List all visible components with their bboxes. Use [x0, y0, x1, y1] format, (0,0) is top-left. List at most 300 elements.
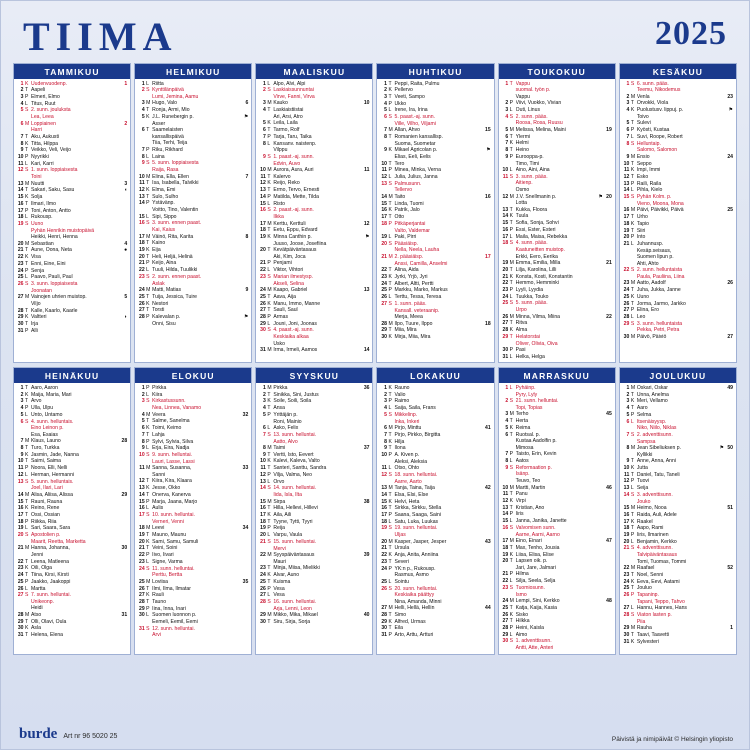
day-row[interactable] [16, 134, 128, 141]
day-row[interactable] [501, 385, 613, 392]
day-row[interactable] [622, 432, 734, 439]
day-row[interactable] [258, 539, 370, 546]
day-row[interactable] [379, 425, 491, 432]
day-row[interactable] [622, 187, 734, 194]
day-row[interactable] [622, 100, 734, 107]
day-row[interactable] [137, 579, 249, 586]
day-row[interactable] [258, 599, 370, 606]
day-row[interactable] [622, 81, 734, 88]
day-row[interactable] [258, 260, 370, 267]
day-row[interactable] [622, 307, 734, 314]
day-row[interactable] [16, 208, 128, 215]
day-row[interactable] [137, 599, 249, 606]
day-row[interactable] [258, 458, 370, 465]
day-row[interactable] [258, 221, 370, 228]
day-row[interactable] [258, 314, 370, 321]
day-row[interactable] [16, 632, 128, 639]
day-row[interactable] [501, 114, 613, 121]
day-row[interactable] [622, 639, 734, 646]
day-row[interactable] [501, 154, 613, 161]
day-row[interactable] [16, 101, 128, 108]
day-row[interactable] [16, 147, 128, 154]
day-row[interactable] [137, 445, 249, 452]
day-row[interactable] [379, 201, 491, 208]
day-row[interactable] [622, 141, 734, 148]
day-row[interactable] [16, 141, 128, 148]
day-row[interactable] [16, 281, 128, 288]
day-row[interactable] [258, 154, 370, 161]
day-row[interactable] [501, 491, 613, 498]
day-row[interactable] [622, 592, 734, 599]
day-row[interactable] [622, 512, 734, 519]
day-row[interactable] [258, 267, 370, 274]
day-row[interactable] [379, 499, 491, 506]
day-row[interactable] [258, 519, 370, 526]
day-row[interactable] [379, 505, 491, 512]
day-row[interactable] [258, 412, 370, 419]
day-row[interactable] [16, 247, 128, 254]
day-row[interactable] [379, 465, 491, 472]
day-row[interactable] [501, 213, 613, 220]
day-row[interactable] [16, 445, 128, 452]
day-row[interactable] [16, 274, 128, 281]
day-row[interactable] [137, 287, 249, 294]
day-row[interactable] [258, 445, 370, 452]
day-row[interactable] [379, 579, 491, 586]
day-row[interactable] [137, 398, 249, 405]
day-row[interactable] [16, 392, 128, 399]
day-row[interactable] [137, 505, 249, 512]
day-row[interactable] [379, 485, 491, 492]
day-row[interactable] [258, 385, 370, 392]
day-row[interactable] [379, 254, 491, 261]
day-row[interactable] [379, 221, 491, 228]
day-row[interactable] [16, 121, 128, 128]
day-row[interactable] [501, 605, 613, 612]
day-row[interactable] [16, 532, 128, 539]
day-row[interactable] [501, 625, 613, 632]
day-row[interactable] [622, 154, 734, 161]
day-row[interactable] [258, 307, 370, 314]
day-row[interactable] [501, 545, 613, 552]
day-row[interactable] [379, 625, 491, 632]
day-row[interactable] [258, 586, 370, 593]
day-row[interactable] [137, 586, 249, 593]
day-row[interactable] [16, 492, 128, 499]
day-row[interactable] [16, 505, 128, 512]
day-row[interactable] [622, 314, 734, 321]
day-row[interactable] [501, 240, 613, 247]
day-row[interactable] [16, 458, 128, 465]
day-row[interactable] [622, 412, 734, 419]
day-row[interactable] [379, 612, 491, 619]
day-row[interactable] [622, 585, 734, 592]
day-row[interactable] [379, 241, 491, 248]
day-row[interactable] [379, 267, 491, 274]
day-row[interactable] [137, 532, 249, 539]
day-row[interactable] [379, 445, 491, 452]
day-row[interactable] [258, 201, 370, 208]
day-row[interactable] [379, 632, 491, 639]
day-row[interactable] [258, 525, 370, 532]
day-row[interactable] [137, 606, 249, 613]
day-row[interactable] [258, 512, 370, 519]
day-row[interactable] [501, 140, 613, 147]
day-row[interactable] [622, 120, 734, 127]
day-row[interactable] [379, 194, 491, 201]
day-row[interactable] [379, 392, 491, 399]
day-row[interactable] [258, 234, 370, 241]
day-row[interactable] [501, 451, 613, 458]
day-row[interactable] [258, 120, 370, 127]
day-row[interactable] [622, 539, 734, 546]
day-row[interactable] [258, 81, 370, 88]
day-row[interactable] [622, 612, 734, 619]
day-row[interactable] [258, 274, 370, 281]
day-row[interactable] [501, 598, 613, 605]
day-row[interactable] [16, 625, 128, 632]
day-row[interactable] [258, 294, 370, 301]
day-row[interactable] [137, 160, 249, 167]
day-row[interactable] [622, 181, 734, 188]
day-row[interactable] [16, 254, 128, 261]
day-row[interactable] [16, 499, 128, 506]
day-row[interactable] [16, 438, 128, 445]
day-row[interactable] [501, 287, 613, 294]
day-row[interactable] [137, 154, 249, 161]
day-row[interactable] [622, 419, 734, 426]
day-row[interactable] [501, 525, 613, 532]
day-row[interactable] [501, 234, 613, 241]
day-row[interactable] [258, 392, 370, 399]
day-row[interactable] [16, 465, 128, 472]
day-row[interactable] [622, 485, 734, 492]
day-row[interactable] [379, 559, 491, 566]
day-row[interactable] [16, 452, 128, 459]
day-row[interactable] [137, 127, 249, 134]
day-row[interactable] [501, 347, 613, 354]
day-row[interactable] [379, 274, 491, 281]
day-row[interactable] [137, 100, 249, 107]
day-row[interactable] [137, 114, 249, 121]
day-row[interactable] [622, 525, 734, 532]
day-row[interactable] [16, 385, 128, 392]
day-row[interactable] [501, 411, 613, 418]
day-row[interactable] [501, 632, 613, 639]
day-row[interactable] [258, 321, 370, 328]
day-row[interactable] [622, 94, 734, 101]
day-row[interactable] [622, 478, 734, 485]
day-row[interactable] [258, 405, 370, 412]
day-row[interactable] [622, 405, 734, 412]
day-row[interactable] [379, 214, 491, 221]
day-row[interactable] [137, 525, 249, 532]
day-row[interactable] [16, 619, 128, 626]
day-row[interactable] [16, 241, 128, 248]
day-row[interactable] [501, 107, 613, 114]
day-row[interactable] [16, 321, 128, 328]
day-row[interactable] [16, 592, 128, 599]
day-row[interactable] [501, 418, 613, 425]
day-row[interactable] [501, 612, 613, 619]
day-row[interactable] [379, 107, 491, 114]
day-row[interactable] [622, 127, 734, 134]
day-row[interactable] [622, 228, 734, 235]
day-row[interactable] [258, 398, 370, 405]
day-row[interactable] [501, 558, 613, 565]
day-row[interactable] [137, 552, 249, 559]
day-row[interactable] [379, 586, 491, 593]
day-row[interactable] [379, 301, 491, 308]
day-row[interactable] [137, 307, 249, 314]
day-row[interactable] [137, 180, 249, 187]
day-row[interactable] [379, 234, 491, 241]
day-row[interactable] [16, 167, 128, 174]
day-row[interactable] [622, 458, 734, 465]
day-row[interactable] [501, 505, 613, 512]
day-row[interactable] [501, 432, 613, 439]
day-row[interactable] [622, 107, 734, 114]
day-row[interactable] [501, 294, 613, 301]
day-row[interactable] [137, 247, 249, 254]
day-row[interactable] [16, 294, 128, 301]
day-row[interactable] [501, 260, 613, 267]
day-row[interactable] [258, 432, 370, 439]
day-row[interactable] [501, 485, 613, 492]
day-row[interactable] [379, 147, 491, 154]
day-row[interactable] [16, 525, 128, 532]
day-row[interactable] [16, 612, 128, 619]
day-row[interactable] [137, 87, 249, 94]
day-row[interactable] [622, 207, 734, 214]
day-row[interactable] [622, 565, 734, 572]
day-row[interactable] [16, 328, 128, 335]
day-row[interactable] [501, 134, 613, 141]
day-row[interactable] [137, 545, 249, 552]
day-row[interactable] [501, 127, 613, 134]
day-row[interactable] [379, 294, 491, 301]
day-row[interactable] [379, 472, 491, 479]
day-row[interactable] [137, 478, 249, 485]
day-row[interactable] [379, 412, 491, 419]
day-row[interactable] [622, 465, 734, 472]
day-row[interactable] [137, 432, 249, 439]
day-row[interactable] [137, 200, 249, 207]
day-row[interactable] [379, 327, 491, 334]
day-row[interactable] [258, 247, 370, 254]
day-row[interactable] [379, 94, 491, 101]
day-row[interactable] [258, 505, 370, 512]
day-row[interactable] [379, 519, 491, 526]
day-row[interactable] [622, 334, 734, 341]
day-row[interactable] [16, 412, 128, 419]
day-row[interactable] [258, 532, 370, 539]
day-row[interactable] [258, 592, 370, 599]
day-row[interactable] [622, 161, 734, 168]
day-row[interactable] [16, 565, 128, 572]
day-row[interactable] [16, 405, 128, 412]
day-row[interactable] [16, 308, 128, 315]
day-row[interactable] [622, 321, 734, 328]
day-row[interactable] [622, 445, 734, 452]
day-row[interactable] [379, 127, 491, 134]
day-row[interactable] [16, 572, 128, 579]
day-row[interactable] [16, 559, 128, 566]
day-row[interactable] [379, 545, 491, 552]
day-row[interactable] [622, 572, 734, 579]
day-row[interactable] [137, 392, 249, 399]
day-row[interactable] [379, 452, 491, 459]
day-row[interactable] [622, 301, 734, 308]
day-row[interactable] [16, 586, 128, 593]
day-row[interactable] [501, 327, 613, 334]
day-row[interactable] [137, 220, 249, 227]
day-row[interactable] [16, 181, 128, 188]
day-row[interactable] [258, 327, 370, 334]
day-row[interactable] [258, 187, 370, 194]
day-row[interactable] [501, 100, 613, 107]
day-row[interactable] [379, 287, 491, 294]
day-row[interactable] [379, 87, 491, 94]
day-row[interactable] [137, 214, 249, 221]
day-row[interactable] [258, 479, 370, 486]
day-row[interactable] [622, 294, 734, 301]
day-row[interactable] [137, 174, 249, 181]
day-row[interactable] [258, 127, 370, 134]
day-row[interactable] [258, 499, 370, 506]
day-row[interactable] [501, 398, 613, 405]
day-row[interactable] [622, 221, 734, 228]
day-row[interactable] [137, 194, 249, 201]
day-row[interactable] [379, 619, 491, 626]
day-row[interactable] [258, 87, 370, 94]
day-row[interactable] [16, 419, 128, 426]
day-row[interactable] [258, 227, 370, 234]
day-row[interactable] [258, 287, 370, 294]
day-row[interactable] [379, 439, 491, 446]
day-row[interactable] [501, 207, 613, 214]
day-row[interactable] [501, 300, 613, 307]
day-row[interactable] [379, 101, 491, 108]
day-row[interactable] [258, 301, 370, 308]
day-row[interactable] [137, 234, 249, 241]
day-row[interactable] [16, 161, 128, 168]
day-row[interactable] [501, 147, 613, 154]
day-row[interactable] [137, 187, 249, 194]
day-row[interactable] [379, 114, 491, 121]
day-row[interactable] [501, 320, 613, 327]
day-row[interactable] [137, 385, 249, 392]
day-row[interactable] [622, 605, 734, 612]
day-row[interactable] [622, 472, 734, 479]
day-row[interactable] [379, 539, 491, 546]
day-row[interactable] [16, 107, 128, 114]
day-row[interactable] [379, 552, 491, 559]
day-row[interactable] [622, 398, 734, 405]
day-row[interactable] [501, 280, 613, 287]
day-row[interactable] [258, 347, 370, 354]
day-row[interactable] [16, 194, 128, 201]
day-row[interactable] [16, 519, 128, 526]
day-row[interactable] [137, 626, 249, 633]
day-row[interactable] [501, 220, 613, 227]
day-row[interactable] [137, 107, 249, 114]
day-row[interactable] [501, 194, 613, 201]
day-row[interactable] [137, 314, 249, 321]
day-row[interactable] [137, 425, 249, 432]
day-row[interactable] [258, 207, 370, 214]
day-row[interactable] [501, 274, 613, 281]
day-row[interactable] [16, 154, 128, 161]
day-row[interactable] [379, 174, 491, 181]
day-row[interactable] [16, 268, 128, 275]
day-row[interactable] [258, 472, 370, 479]
day-row[interactable] [379, 605, 491, 612]
day-row[interactable] [501, 538, 613, 545]
day-row[interactable] [379, 385, 491, 392]
day-row[interactable] [501, 354, 613, 361]
day-row[interactable] [16, 87, 128, 94]
day-row[interactable] [622, 194, 734, 201]
day-row[interactable] [16, 314, 128, 321]
day-row[interactable] [16, 579, 128, 586]
day-row[interactable] [137, 260, 249, 267]
day-row[interactable] [137, 267, 249, 274]
day-row[interactable] [622, 532, 734, 539]
day-row[interactable] [258, 579, 370, 586]
day-row[interactable] [379, 512, 491, 519]
day-row[interactable] [501, 618, 613, 625]
day-row[interactable] [622, 632, 734, 639]
day-row[interactable] [16, 398, 128, 405]
day-row[interactable] [137, 465, 249, 472]
day-row[interactable] [258, 612, 370, 619]
day-row[interactable] [379, 181, 491, 188]
day-row[interactable] [622, 287, 734, 294]
day-row[interactable] [501, 585, 613, 592]
day-row[interactable] [501, 81, 613, 88]
day-row[interactable] [16, 214, 128, 221]
day-row[interactable] [137, 452, 249, 459]
day-row[interactable] [501, 167, 613, 174]
day-row[interactable] [379, 81, 491, 88]
day-row[interactable] [501, 334, 613, 341]
day-row[interactable] [379, 334, 491, 341]
day-row[interactable] [137, 240, 249, 247]
day-row[interactable] [501, 314, 613, 321]
day-row[interactable] [379, 492, 491, 499]
day-row[interactable] [501, 174, 613, 181]
day-row[interactable] [258, 100, 370, 107]
day-row[interactable] [16, 261, 128, 268]
day-row[interactable] [622, 545, 734, 552]
day-row[interactable] [501, 571, 613, 578]
day-row[interactable] [622, 280, 734, 287]
day-row[interactable] [16, 545, 128, 552]
day-row[interactable] [258, 465, 370, 472]
day-row[interactable] [379, 321, 491, 328]
day-row[interactable] [622, 579, 734, 586]
day-row[interactable] [258, 134, 370, 141]
day-row[interactable] [258, 452, 370, 459]
day-row[interactable] [379, 566, 491, 573]
day-row[interactable] [137, 439, 249, 446]
day-row[interactable] [622, 492, 734, 499]
day-row[interactable] [501, 267, 613, 274]
day-row[interactable] [622, 267, 734, 274]
day-row[interactable] [258, 619, 370, 626]
day-row[interactable] [622, 625, 734, 632]
